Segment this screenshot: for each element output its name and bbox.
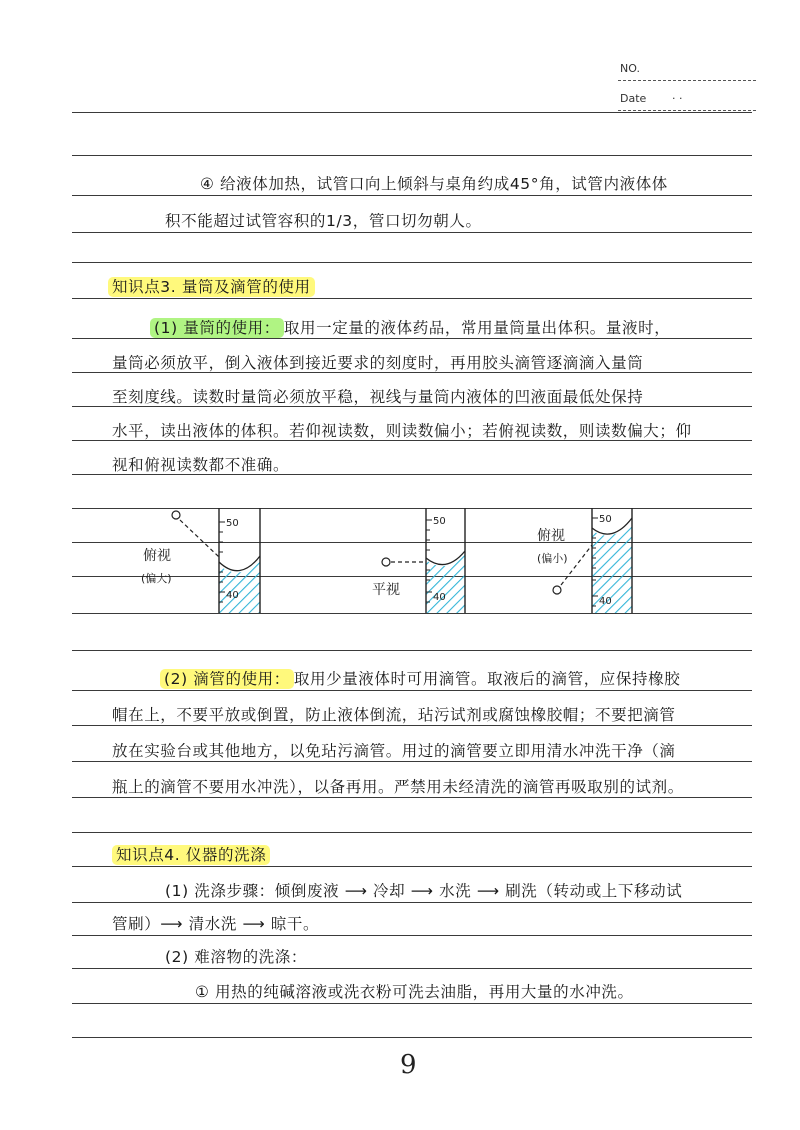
text-line: (2) 难溶物的洗涤： xyxy=(165,948,307,966)
date-label: Date xyxy=(620,92,647,105)
text-line: 水平，读出液体的体积。若仰视读数，则读数偏小；若俯视读数，则读数偏大；仰 xyxy=(112,422,692,440)
view-label: 俯视 xyxy=(143,548,171,564)
heading-highlight: 知识点4. 仪器的洗涤 xyxy=(112,845,270,865)
sight-line xyxy=(561,545,592,585)
section-heading-4 xyxy=(112,843,270,865)
heading-highlight: 知识点3. 量筒及滴管的使用 xyxy=(108,277,315,297)
cylinder-middle xyxy=(372,508,465,613)
page-number: 9 xyxy=(400,1050,417,1080)
cylinder-right xyxy=(537,508,632,613)
text-line: 至刻度线。读数时量筒必须放平稳，视线与量筒内液体的凹液面最低处保持 xyxy=(112,388,644,406)
text-line: 瓶上的滴管不要用水冲洗），以备再用。严禁用未经清洗的滴管再吸取别的试剂。 xyxy=(112,778,684,796)
text-span: 取用一定量的液体药品，常用量筒量出体积。量液时， xyxy=(283,319,671,337)
tick-label: 40 xyxy=(226,590,239,601)
tick-label: 50 xyxy=(226,518,239,529)
text-line: 视和俯视读数都不准确。 xyxy=(112,456,290,474)
text-span: 取用少量液体时可用滴管。取液后的滴管，应保持橡胶 xyxy=(293,670,681,688)
text-line: 帽在上，不要平放或倒置，防止液体倒流，玷污试剂或腐蚀橡胶帽；不要把滴管 xyxy=(112,706,676,724)
subheading-measuring-cylinder: (1) 量筒的使用： xyxy=(150,318,284,338)
tick-label: 50 xyxy=(433,516,446,527)
tick-label: 50 xyxy=(599,514,612,525)
view-note: (偏小) xyxy=(537,552,568,565)
text-line: ① 用热的纯碱溶液或洗衣粉可洗去油脂，再用大量的水冲洗。 xyxy=(195,983,634,1001)
eye-icon xyxy=(172,511,180,519)
sight-line xyxy=(180,520,219,557)
subheading-dropper: (2) 滴管的使用： xyxy=(160,669,294,689)
view-label: 俯视 xyxy=(537,528,565,544)
text-line: (1) 洗涤步骤：倾倒废液 ⟶ 冷却 ⟶ 水洗 ⟶ 刷洗（转动或上下移动试 xyxy=(165,882,683,900)
no-label: NO. xyxy=(620,62,640,75)
text-line xyxy=(160,667,680,689)
tick-label: 40 xyxy=(599,596,612,607)
text-line: 管刷）⟶ 清水洗 ⟶ 晾干。 xyxy=(112,915,320,933)
date-value: · · xyxy=(672,92,683,105)
tick-label: 40 xyxy=(433,592,446,603)
eye-icon xyxy=(382,558,390,566)
text-line: ④ 给液体加热，试管口向上倾斜与桌角约成45°角，试管内液体体 xyxy=(200,175,668,193)
eye-icon xyxy=(553,586,561,594)
view-label: 平视 xyxy=(372,582,400,598)
text-line: 积不能超过试管容积的1/3，管口切勿朝人。 xyxy=(165,212,482,230)
view-note: (偏大) xyxy=(141,572,172,585)
text-line: 放在实验台或其他地方，以免玷污滴管。用过的滴管要立即用清水冲洗干净（滴 xyxy=(112,742,676,760)
text-line: 量筒必须放平，倒入液体到接近要求的刻度时，再用胶头滴管逐滴滴入量筒 xyxy=(112,354,644,372)
cylinder-left xyxy=(141,508,260,613)
